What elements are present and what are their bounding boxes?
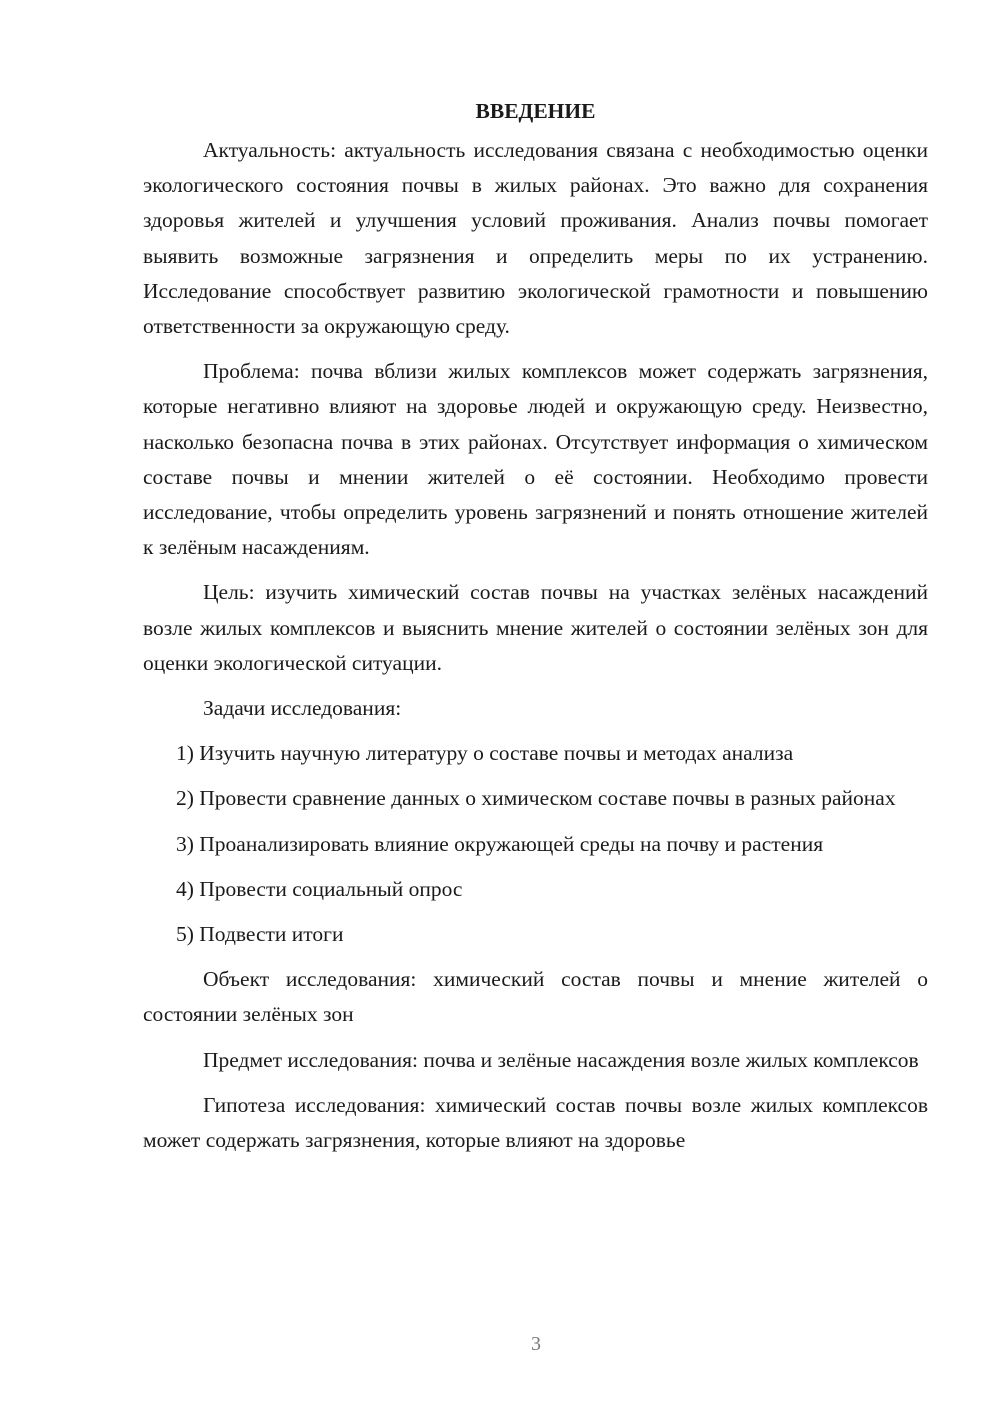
paragraph-problem: Проблема: почва вблизи жилых комплексов может содержать загрязнения, которые негативно влияют на здоровье людей и окружающую среду. Неизвестно, насколько безопасна почва в этих районах. Отсутствует информация о химическом составе почвы и мнении жителей о её состоянии. Необходимо провести исследование, чтобы определить уровень загрязнений и понять отношение жителей к зелёным насаждениям. <box>143 359 928 560</box>
list-item: 4) Провести социальный опрос <box>176 876 463 901</box>
tasks-list <box>143 736 928 952</box>
paragraph-goal: Цель: изучить химический состав почвы на участках зелёных насаждений возле жилых комплексов и выяснить мнение жителей о состоянии зелёных зон для оценки экологической ситуации. <box>143 580 928 675</box>
paragraph-hypothesis: Гипотеза исследования: химический состав почвы возле жилых комплексов может содержать загрязнения, которые влияют на здоровье <box>143 1092 928 1153</box>
list-item: 3) Проанализировать влияние окружающей среды на почву и растения <box>176 831 824 856</box>
section-title: ВВЕДЕНИЕ <box>475 99 596 123</box>
list-item: 2) Провести сравнение данных о химическом составе почвы в разных районах <box>176 786 896 811</box>
tasks-heading: Задачи исследования: <box>203 696 402 721</box>
document-page <box>143 96 928 1158</box>
list-item: 1) Изучить научную литературу о составе почвы и методах анализа <box>176 741 794 766</box>
paragraph-subject: Предмет исследования: почва и зелёные насаждения возле жилых комплексов <box>203 1047 919 1072</box>
page-number: 3 <box>531 1333 541 1355</box>
paragraph-object: Объект исследования: химический состав почвы и мнение жителей о состоянии зелёных зон <box>143 967 928 1027</box>
paragraph-relevance: Актуальность: актуальность исследования связана с необходимостью оценки экологического состояния почвы в жилых районах. Это важно для сохранения здоровья жителей и улучшения условий проживания. Анализ почвы помогает выявить возможные загрязнения и определить меры по их устранению. Исследование способствует развитию экологической грамотности и повышению ответственности за окружающую среду. <box>143 138 928 339</box>
list-item: 5) Подвести итоги <box>176 922 344 947</box>
